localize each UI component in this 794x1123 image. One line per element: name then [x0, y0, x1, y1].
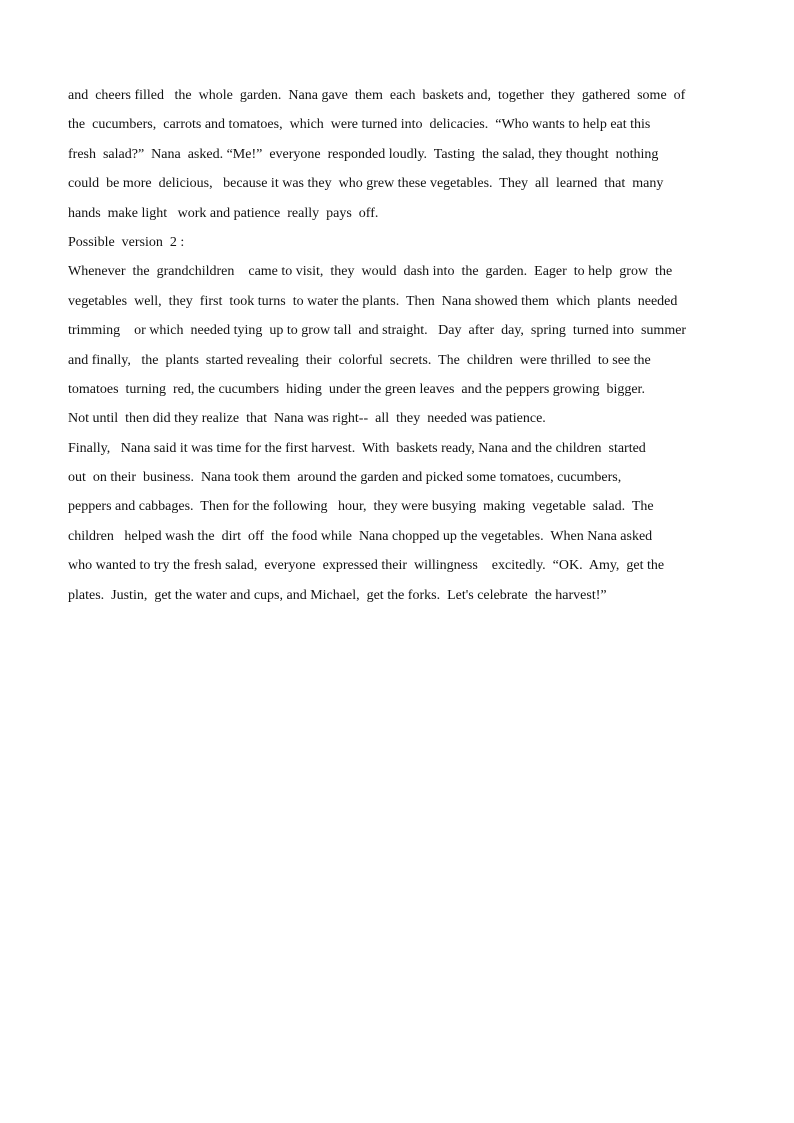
- text-line: Whenever the grandchildren came to visit, they would dash into the garden. Eager to help grow the: [68, 264, 673, 280]
- text-line: and cheers filled the whole garden. Nana gave them each baskets and, together they gathered some of: [68, 88, 686, 103]
- text-line: the cucumbers, carrots and tomatoes, which were turned into delicacies. “Who wants to help eat this: [68, 117, 651, 133]
- text-line: and finally, the plants started revealing their colorful secrets. The children were thrilled to see the: [68, 352, 651, 368]
- version-heading: Possible version 2 :: [68, 234, 185, 250]
- text-line: Not until then did they realize that Nana was right-- all they needed was patience.: [68, 411, 546, 427]
- text-line: trimming or which needed tying up to grow tall and straight. Day after day, spring turned into summer: [68, 323, 687, 339]
- text-line: children helped wash the dirt off the food while Nana chopped up the vegetables. When Nana asked: [68, 528, 653, 544]
- text-line: plates. Justin, get the water and cups, and Michael, get the forks. Let's celebrate the harvest!”: [68, 587, 607, 603]
- text-line: tomatoes turning red, the cucumbers hiding under the green leaves and the peppers growing bigger.: [68, 381, 645, 397]
- text-line: Finally, Nana said it was time for the first harvest. With baskets ready, Nana and the children started: [68, 440, 646, 456]
- text-line: fresh salad?” Nana asked. “Me!” everyone responded loudly. Tasting the salad, they thought nothing: [68, 146, 659, 162]
- text-line: who wanted to try the fresh salad, everyone expressed their willingness excitedly. “OK. Amy, get the: [68, 558, 665, 574]
- text-line: could be more delicious, because it was they who grew these vegetables. They all learned that many: [68, 176, 664, 192]
- text-line: out on their business. Nana took them around the garden and picked some tomatoes, cucumbers,: [68, 470, 622, 486]
- document-body: [68, 84, 728, 613]
- text-line: vegetables well, they first took turns to water the plants. Then Nana showed them which plants needed: [68, 293, 678, 309]
- text-line: hands make light work and patience really pays off.: [68, 205, 379, 221]
- text-line: peppers and cabbages. Then for the following hour, they were busying making vegetable salad. The: [68, 499, 654, 515]
